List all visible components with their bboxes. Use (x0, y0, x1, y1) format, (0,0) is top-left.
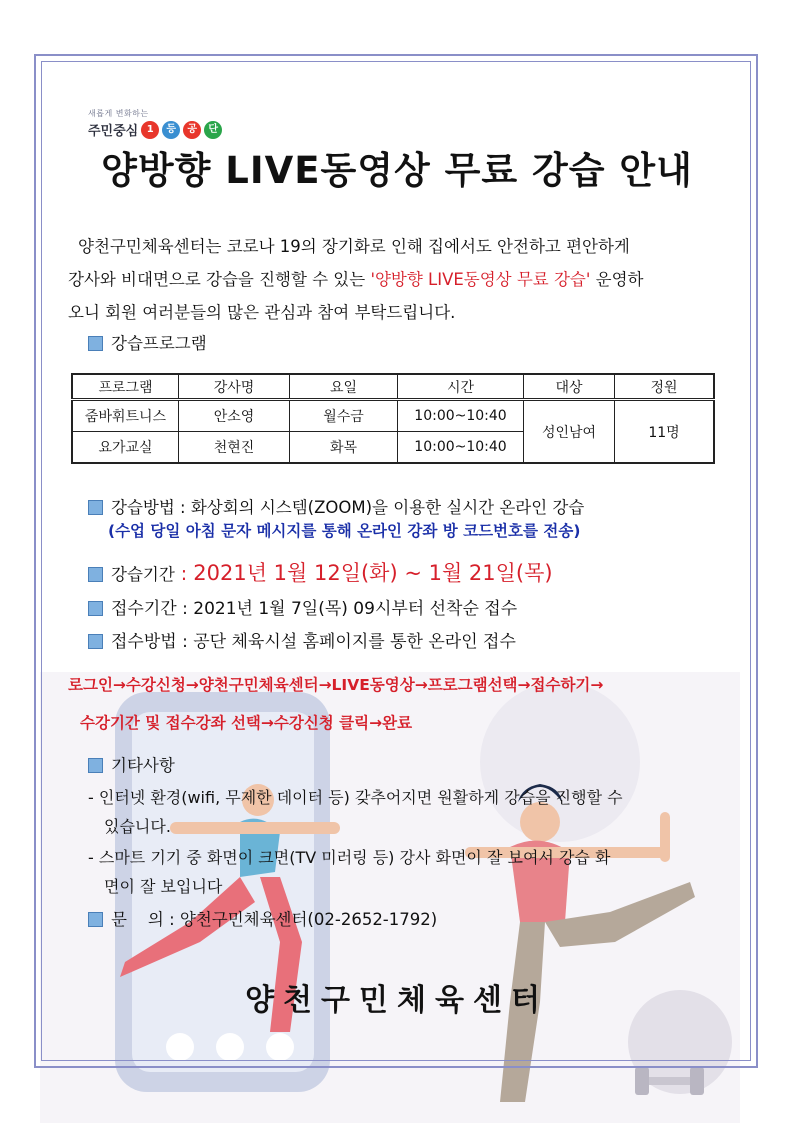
etc-item-1 (88, 783, 623, 841)
logo-tagline: 새롭게 변화하는 (88, 109, 149, 118)
col-header-capacity: 정원 (615, 374, 715, 400)
cell-program: 줌바휘트니스 (72, 400, 179, 432)
method-value: 화상회의 시스템(ZOOM)을 이용한 실시간 온라인 강습 (190, 498, 585, 517)
intro-highlight: '양방향 LIVE동영상 무료 강습' (370, 270, 591, 289)
method-note: (수업 당일 아침 문자 메시지를 통해 온라인 강좌 방 코드번호를 전송) (108, 522, 581, 540)
logo-mark-1: 1 (141, 121, 159, 139)
bullet-square-icon (88, 758, 103, 773)
signup-path-line-2: 수강기간 및 접수강좌 선택→수강신청 클릭→완료 (80, 714, 413, 732)
intro-line-1: 양천구민체육센터는 코로나 19의 장기화로 인해 집에서도 안전하고 편안하게 (78, 237, 630, 256)
bullet-square-icon (88, 567, 103, 582)
reception-period-sep: : (176, 599, 194, 619)
bullet-square-icon (88, 912, 103, 927)
page-title: 양방향 LIVE동영상 무료 강습 안내 (101, 149, 693, 192)
bullet-square-icon (88, 634, 103, 649)
reception-period-line (88, 594, 517, 619)
bullet-square-icon (88, 601, 103, 616)
period-value: 2021년 1월 12일(화) ~ 1월 21일(목) (193, 561, 553, 585)
col-header-program: 프로그램 (72, 374, 179, 400)
col-header-target: 대상 (524, 374, 615, 400)
logo-mark-2: 등 (162, 121, 180, 139)
inquiry-label: 문 의 (111, 910, 164, 929)
logo-mark-4: 단 (204, 121, 222, 139)
etc-label: 기타사항 (111, 756, 175, 775)
intro-line-2 (68, 263, 728, 296)
etc-item-2-line-b: 면이 잘 보입니다 (104, 877, 223, 896)
etc-item-1-line-b: 있습니다. (104, 817, 171, 836)
bullet-square-icon (88, 336, 103, 351)
col-header-time: 시간 (398, 374, 524, 400)
period-sep: : (174, 563, 194, 585)
etc-item-1-line-a: - 인터넷 환경(wifi, 무제한 데이터 등) 갖추어지면 원활하게 강습을 진행할 수 (88, 788, 623, 807)
program-section-label: 강습프로그램 (111, 334, 207, 353)
schedule-table (71, 373, 715, 464)
org-logo (88, 108, 222, 139)
signup-path-line-1: 로그인→수강신청→양천구민체육센터→LIVE동영상→프로그램선택→접수하기→ (68, 676, 604, 694)
cell-time: 10:00~10:40 (398, 432, 524, 464)
reception-method-line (88, 627, 516, 652)
logo-mark-3: 공 (183, 121, 201, 139)
intro-line-2-pre: 강사와 비대면으로 강습을 진행할 수 있는 (68, 270, 371, 289)
intro-line-3: 오니 회원 여러분들의 많은 관심과 참여 부탁드립니다. (68, 303, 456, 322)
reception-method-sep: : (176, 632, 194, 652)
period-label: 강습기간 (111, 565, 175, 584)
cell-time: 10:00~10:40 (398, 400, 524, 432)
cell-capacity: 11명 (615, 400, 715, 464)
program-section-heading (88, 330, 207, 354)
cell-instructor: 천현진 (179, 432, 290, 464)
inquiry-sep: : (163, 910, 180, 929)
etc-item-2 (88, 843, 610, 901)
intro-line-2-post: 운영하 (590, 270, 644, 289)
cell-days: 화목 (290, 432, 398, 464)
method-line (88, 494, 584, 518)
table-row (72, 400, 714, 432)
reception-period-value: 2021년 1월 7일(목) 09시부터 선착순 접수 (193, 599, 518, 619)
logo-name: 주민중심 (88, 124, 139, 139)
method-sep: : (174, 498, 191, 517)
etc-item-2-line-a: - 스마트 기기 중 화면이 크면(TV 미러링 등) 강사 화면이 잘 보여서 강습 화 (88, 848, 611, 867)
col-header-instructor: 강사명 (179, 374, 290, 400)
reception-method-value: 공단 체육시설 홈페이지를 통한 온라인 접수 (193, 632, 516, 652)
inquiry-line (88, 906, 437, 930)
bullet-square-icon (88, 500, 103, 515)
period-line (88, 557, 553, 587)
footer-org-name: 양천구민체육센터 (245, 983, 549, 1018)
reception-method-label: 접수방법 (111, 632, 177, 652)
intro-paragraph (68, 230, 728, 329)
cell-days: 월수금 (290, 400, 398, 432)
cell-target: 성인남여 (524, 400, 615, 464)
table-header-row (72, 374, 714, 400)
inquiry-value: 양천구민체육센터(02-2652-1792) (179, 910, 438, 929)
method-label: 강습방법 (111, 498, 175, 517)
cell-program: 요가교실 (72, 432, 179, 464)
cell-instructor: 안소영 (179, 400, 290, 432)
col-header-days: 요일 (290, 374, 398, 400)
etc-heading (88, 752, 175, 776)
reception-period-label: 접수기간 (111, 599, 177, 619)
